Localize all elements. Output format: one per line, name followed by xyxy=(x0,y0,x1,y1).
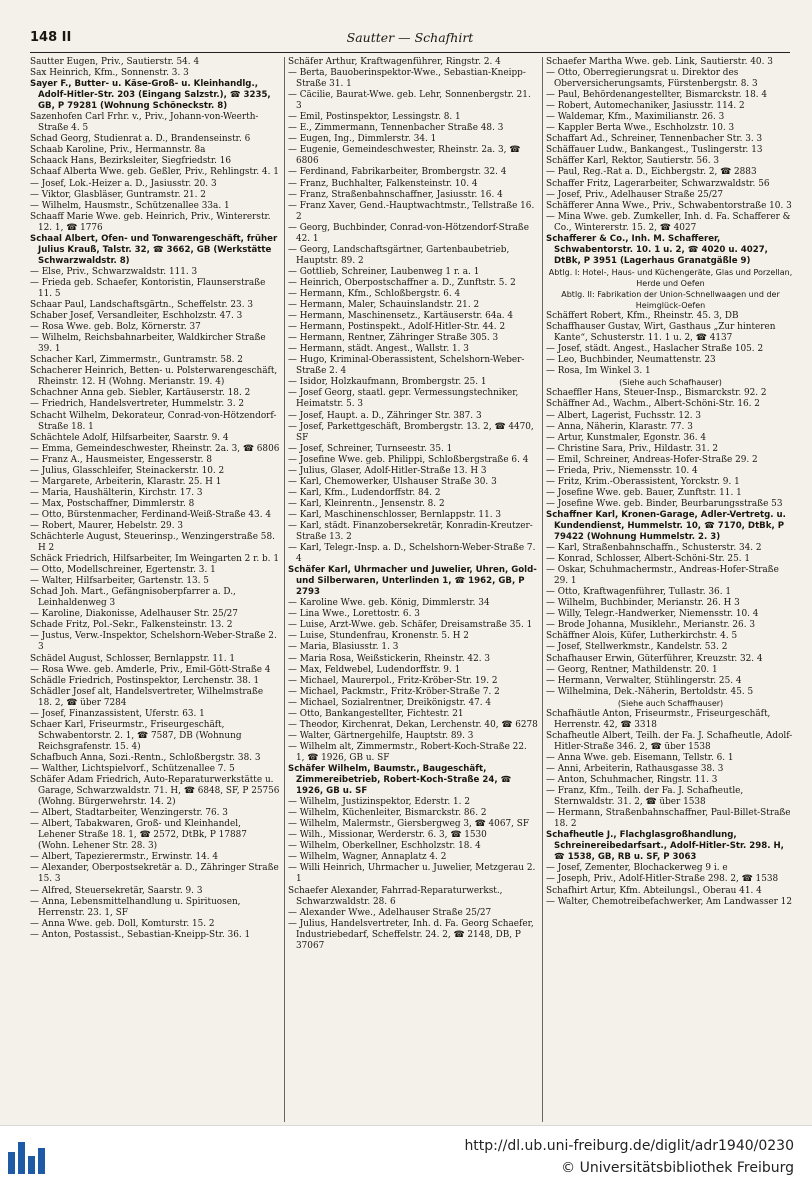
directory-entry: — Eugen, Ing., Dimmlerstr. 34. 1 xyxy=(288,134,437,145)
directory-entry: — Christine Sara, Priv., Hildastr. 31. 2 xyxy=(546,443,719,454)
directory-entry: — Wilhelm, Reichsbahnarbeiter, Waldkircher Straße 39. 1 xyxy=(30,333,266,355)
directory-entry: Schaffer Fritz, Lagerarbeiter, Schwarzwaldstr. 56 xyxy=(546,178,770,189)
directory-entry: — Wilhelm, Malermstr., Giersbergweg 3, ☎ 4067, SF xyxy=(288,819,529,830)
directory-entry: — Karl, Telegr.-Insp. a. D., Schelshorn-Weber-Straße 7. 4 xyxy=(288,543,536,565)
directory-entry: Schafferer & Co., Inh. M. Schafferer, Schwabentorstr. 10. 1 u. 2, ☎ 4020 u. 4027, DtBk, P 3951 (Lagerhaus Granatgäßle 9) xyxy=(546,233,768,266)
directory-entry: Schafhirt Artur, Kfm. Abteilungsl., Oberau 41. 4 xyxy=(546,885,762,896)
directory-entry: — Otto, Oberregierungsrat u. Direktor des Oberversicherungsamts, Fürstenbergstr. 8. 3 xyxy=(546,68,758,90)
directory-entry: — Georg, Landschaftsgärtner, Gartenbaubetrieb, Hauptstr. 89. 2 xyxy=(288,244,510,266)
directory-entry: Schädler Josef alt, Handelsvertreter, Wilhelmstraße 18. 2, ☎ über 7284 xyxy=(30,686,264,708)
directory-entry: — Hermann, Straßenbahnschaffner, Paul-Billet-Straße 18. 2 xyxy=(546,808,791,830)
directory-entry: — Karl, Chemowerker, Ulshauser Straße 30. 3 xyxy=(288,476,497,487)
directory-entry: — Hugo, Kriminal-Oberassistent, Schelshorn-Weber-Straße 2. 4 xyxy=(288,355,525,377)
directory-entry: — Otto, Modellschreiner, Egertenstr. 3. 1 xyxy=(30,565,216,576)
directory-entry: — Anna, Lebensmittelhandlung u. Spirituosen, Herrenstr. 23. 1, SF xyxy=(30,896,241,918)
directory-entry: — Gottlieb, Schreiner, Laubenweg 1 r. a. 1 xyxy=(288,266,480,277)
directory-entry: Schäfer Arthur, Kraftwagenführer, Ringstr. 2. 4 xyxy=(288,57,501,67)
directory-entry: — Eugenie, Gemeindeschwester, Rheinstr. 2a. 3, ☎ 6806 xyxy=(288,145,521,167)
directory-entry: Schade Fritz, Pol.-Sekr., Falkensteinstr. 13. 2 xyxy=(30,620,233,631)
directory-entry: — Michael, Packmstr., Fritz-Kröber-Straße 7. 2 xyxy=(288,686,500,697)
directory-entry: — Maria, Haushälterin, Kirchstr. 17. 3 xyxy=(30,487,203,498)
directory-entry: — Alfred, Steuersekretär, Saarstr. 9. 3 xyxy=(30,885,203,896)
directory-entry: — Cäcilie, Baurat-Wwe. geb. Lehr, Sonnenbergstr. 21. 3 xyxy=(288,90,531,112)
directory-entry: Schaack Hans, Bezirksleiter, Siegfriedstr. 16 xyxy=(30,156,232,167)
directory-entry: Abtlg. I: Hotel-, Haus- und Küchengeräte, Glas und Porzellan, Herde und Oefen xyxy=(548,267,793,288)
directory-entry: — Rosa, Im Winkel 3. 1 xyxy=(546,366,651,377)
column-2 xyxy=(288,57,538,1122)
directory-entry: — Franz Xaver, Gend.-Hauptwachtmstr., Tellstraße 16. 2 xyxy=(288,200,535,222)
directory-entry: — Karoline Wwe. geb. König, Dimmlerstr. 34 xyxy=(288,598,490,609)
directory-entry: Schädle Friedrich, Postinspektor, Lerchenstr. 38. 1 xyxy=(30,675,260,686)
directory-entry: — Anna, Näherin, Klarastr. 77. 3 xyxy=(546,421,693,432)
directory-entry: — Waldemar, Kfm., Maximilianstr. 26. 3 xyxy=(546,112,725,123)
directory-entry: — Max, Postschaffner, Dimmlerstr. 8 xyxy=(30,498,195,509)
university-library-logo-icon xyxy=(8,1134,52,1180)
directory-entry: — Hermann, Postinspekt., Adolf-Hitler-Str. 44. 2 xyxy=(288,322,506,333)
directory-entry: — Wilhelmina, Dek.-Näherin, Bertoldstr. 45. 5 xyxy=(546,686,754,697)
directory-entry: — E., Zimmermann, Tennenbacher Straße 48. 3 xyxy=(288,123,504,134)
directory-entry: — Julius, Glasschleifer, Steinackerstr. 10. 2 xyxy=(30,465,225,476)
directory-entry: — Konrad, Schlosser, Albert-Schöni-Str. 25. 1 xyxy=(546,554,751,565)
directory-entry: — Luise, Arzt-Wwe. geb. Schäfer, Dreisamstraße 35. 1 xyxy=(288,620,533,631)
directory-entry: — Karl, städt. Finanzobersekretär, Konradin-Kreutzer-Straße 13. 2 xyxy=(288,520,533,543)
directory-entry: — Georg, Rentner, Mathildenstr. 20. 1 xyxy=(546,664,718,675)
directory-entry: — Artur, Kunstmaler, Egonstr. 36. 4 xyxy=(546,432,707,443)
directory-entry: — Wilhelm, Wagner, Annaplatz 4. 2 xyxy=(288,852,447,863)
directory-entry: Sautter Eugen, Priv., Sautierstr. 54. 4 xyxy=(30,57,200,67)
directory-entry: — Frieda, Priv., Niemensstr. 10. 4 xyxy=(546,465,698,476)
column-divider xyxy=(542,57,543,1122)
directory-entry: Schachner Anna geb. Siebler, Kartäuserstr. 18. 2 xyxy=(30,388,251,399)
directory-entry: — Robert, Maurer, Hebelstr. 29. 3 xyxy=(30,520,183,531)
directory-entry: (Siehe auch Schaffhauser) xyxy=(617,698,724,708)
directory-entry: — Michael, Maurerpol., Fritz-Kröber-Str. 19. 2 xyxy=(288,675,498,686)
directory-entry: Schacherer Heinrich, Betten- u. Polsterwarengeschäft, Rheinstr. 12. H (Wohng. Merianstr. 19. 4) xyxy=(30,366,278,388)
directory-entry: — Hermann, Maschinensetz., Kartäuserstr. 64a. 4 xyxy=(288,311,514,322)
directory-entry: — Heinrich, Oberpostschaffner a. D., Zunftstr. 5. 2 xyxy=(288,277,516,288)
directory-entry: Sazenhofen Carl Frhr. v., Priv., Johann-von-Weerth-Straße 4. 5 xyxy=(30,112,259,134)
directory-entry: — Wilh., Missionar, Werderstr. 6. 3, ☎ 1530 xyxy=(288,830,487,841)
viewer-footer xyxy=(0,1125,812,1185)
directory-entry: Schäffauer Ludw., Bankangest., Tuslingerstr. 13 xyxy=(546,145,763,156)
directory-entry: — Oskar, Schuhmachermstr., Andreas-Hofer-Straße 29. 1 xyxy=(546,565,779,587)
directory-entry: — Walter, Chemotreibefachwerker, Am Landwasser 12 xyxy=(546,896,792,907)
directory-entry: — Hermann, Verwalter, Stühlingerstr. 25. 4 xyxy=(546,675,742,686)
directory-entry: — Friedrich, Handelsvertreter, Hummelstr. 3. 2 xyxy=(30,399,244,410)
directory-entry: Schafheutle Albert, Teilh. der Fa. J. Schafheutle, Adolf-Hitler-Straße 346. 2, ☎ über 1538 xyxy=(546,730,793,752)
directory-entry: Schäfer Wilhelm, Baumstr., Baugeschäft, Zimmereibetrieb, Robert-Koch-Straße 24, ☎ 1926, GB u. SF xyxy=(288,764,512,797)
directory-entry: Schächterle August, Steuerinsp., Wenzingerstraße 58. H 2 xyxy=(30,532,275,554)
directory-entry: — Josef, Haupt. a. D., Zähringer Str. 387. 3 xyxy=(288,410,482,421)
directory-entry: — Willi Heinrich, Uhrmacher u. Juwelier, Metzgerau 2. 1 xyxy=(288,863,536,885)
directory-entry: Schäfer Karl, Uhrmacher und Juwelier, Uhren, Gold- und Silberwaren, Unterlinden 1, ☎ 1962, GB, P 2793 xyxy=(288,565,537,598)
directory-entry: — Karoline, Diakonisse, Adelhauser Str. 25/27 xyxy=(30,609,238,620)
directory-entry: — Wilhelm, Küchenleiter, Bismarckstr. 86. 2 xyxy=(288,808,487,819)
directory-entry: — Josef, Stellwerkmstr., Kandelstr. 53. 2 xyxy=(546,642,728,653)
directory-entry: Abtlg. II: Fabrikation der Union-Schnellwaagen und der Heimglück-Oefen xyxy=(561,289,780,311)
directory-entry: — Franz, Buchhalter, Falkensteinstr. 10. 4 xyxy=(288,178,478,189)
directory-entry: — Leo, Buchbinder, Neumattenstr. 23 xyxy=(546,355,716,366)
directory-entry: — Otto, Bürstenmacher, Ferdinand-Weiß-Straße 43. 4 xyxy=(30,509,271,520)
directory-entry: — Anna Wwe. geb. Doll, Komturstr. 15. 2 xyxy=(30,918,215,929)
directory-entry: — Maria Rosa, Weißstickerin, Rheinstr. 42. 3 xyxy=(288,653,491,664)
directory-entry: — Kappler Berta Wwe., Eschholzstr. 10. 3 xyxy=(546,123,735,134)
directory-entry: — Julius, Glaser, Adolf-Hitler-Straße 13. H 3 xyxy=(288,465,487,476)
directory-entry: — Franz, Straßenbahnschaffner, Jasiusstr. 16. 4 xyxy=(288,189,503,200)
directory-entry: — Josef Georg, staatl. gepr. Vermessungstechniker, Heimatstr. 5. 3 xyxy=(288,388,519,410)
directory-entry: — Hermann, städt. Angest., Wallstr. 1. 3 xyxy=(288,344,469,355)
directory-entry: — Ferdinand, Fabrikarbeiter, Brombergstr. 32. 4 xyxy=(288,167,507,178)
directory-entry: — Paul, Behördenangestellter, Bismarckstr. 18. 4 xyxy=(546,90,768,101)
directory-entry: Schaaf Alberta Wwe. geb. Geßler, Priv., Rehlingstr. 4. 1 xyxy=(30,167,279,178)
directory-entry: Schaar Paul, Landschaftsgärtn., Scheffelstr. 23. 3 xyxy=(30,300,253,311)
directory-entry: — Otto, Kraftwagenführer, Tullastr. 36. 1 xyxy=(546,587,731,598)
column-1 xyxy=(30,57,280,1122)
directory-entry: — Rosa Wwe. geb. Amderle, Priv., Emil-Gött-Straße 4 xyxy=(30,664,271,675)
directory-entry: Schaal Albert, Ofen- und Tonwarengeschäft, früher Julius Krauß, Talstr. 32, ☎ 3662, GB (Werkstätte Schwarzwaldstr. 8) xyxy=(30,233,278,266)
directory-entry: — Wilhelm, Buchbinder, Merianstr. 26. H 3 xyxy=(546,598,740,609)
directory-entry: Schädel August, Schlosser, Bernlappstr. 11. 1 xyxy=(30,653,235,664)
directory-entry: — Josefine Wwe. geb. Binder, Beurbarungsstraße 53 xyxy=(546,498,783,509)
copyright-notice: © Universitätsbibliothek Freiburg xyxy=(561,1160,794,1176)
directory-entry: — Wilhelm alt, Zimmermstr., Robert-Koch-Straße 22. 1, ☎ 1926, GB u. SF xyxy=(288,741,527,763)
directory-entry: Schaefer Alexander, Fahrrad-Reparaturwerkst., Schwarzwaldstr. 28. 6 xyxy=(288,885,503,907)
directory-entry: Schaaff Marie Wwe. geb. Heinrich, Priv., Wintererstr. 12. 1, ☎ 1776 xyxy=(30,211,271,233)
directory-entry: Schad Joh. Mart., Gefängnisoberpfarrer a. D., Leinhaldenweg 3 xyxy=(30,587,236,609)
directory-entry: (Siehe auch Schafhauser) xyxy=(619,378,722,388)
column-divider xyxy=(284,57,285,1122)
directory-entry: — Karl, Straßenbahnschaffn., Schusterstr. 34. 2 xyxy=(546,543,762,554)
directory-entry: — Hermann, Rentner, Zähringer Straße 305. 3 xyxy=(288,333,499,344)
directory-entry: — Mina Wwe. geb. Zumkeller, Inh. d. Fa. Schafferer & Co., Wintererstr. 15. 2, ☎ 4027 xyxy=(546,211,791,233)
directory-entry: — Hermann, Maler, Schauinslandstr. 21. 2 xyxy=(288,300,480,311)
directory-entry: Schafhäutle Anton, Friseurmstr., Friseurgeschäft, Herrenstr. 42, ☎ 3318 xyxy=(546,708,771,730)
directory-entry: — Paul, Reg.-Rat a. D., Eichbergstr. 2, ☎ 2883 xyxy=(546,167,757,178)
directory-entry: — Anna Wwe. geb. Eisemann, Tellstr. 6. 1 xyxy=(546,752,734,763)
directory-entry: — Rosa Wwe. geb. Bolz, Körnerstr. 37 xyxy=(30,322,201,333)
directory-entry: — Alexander Wwe., Adelhauser Straße 25/27 xyxy=(288,907,492,918)
directory-entry: — Albert, Lagerist, Fuchsstr. 12. 3 xyxy=(546,410,702,421)
directory-entry: — Walther, Lichtspielvorf., Schützenallee 7. 5 xyxy=(30,764,235,774)
directory-entry: — Josefine Wwe. geb. Philippi, Schloßbergstraße 6. 4 xyxy=(288,454,529,465)
directory-entry: — Justus, Verw.-Inspektor, Schelshorn-Weber-Straße 2. 3 xyxy=(30,631,277,653)
directory-entry: Schäck Friedrich, Hilfsarbeiter, Im Weingarten 2 r. b. 1 xyxy=(30,554,279,565)
directory-entry: — Luise, Stundenfrau, Kronenstr. 5. H 2 xyxy=(288,631,469,642)
directory-entry: — Karl, Kfm., Ludendorffstr. 84. 2 xyxy=(288,487,441,498)
directory-entry: — Anton, Schuhmacher, Ringstr. 11. 3 xyxy=(546,775,718,786)
directory-entry: — Josef, Lok.-Heizer a. D., Jasiusstr. 20. 3 xyxy=(30,178,217,189)
directory-entry: Schacher Karl, Zimmermstr., Guntramstr. 58. 2 xyxy=(30,355,243,366)
directory-entry: — Joseph, Priv., Adolf-Hitler-Straße 298. 2, ☎ 1538 xyxy=(546,874,779,885)
directory-entry: — Max, Feldwebel, Ludendorffstr. 9. 1 xyxy=(288,664,461,675)
directory-entry: Schäffner Alois, Küfer, Lutherkirchstr. 4. 5 xyxy=(546,631,738,642)
directory-entry: — Franz, Kfm., Teilh. der Fa. J. Schafheutle, Sternwaldstr. 31. 2, ☎ über 1538 xyxy=(546,786,744,808)
directory-entry: — Margarete, Arbeiterin, Klarastr. 25. H 1 xyxy=(30,476,222,487)
directory-entry: — Josefine Wwe. geb. Bauer, Zunftstr. 11. 1 xyxy=(546,487,742,498)
directory-entry: Schaefer Martha Wwe. geb. Link, Sautierstr. 40. 3 xyxy=(546,57,773,67)
directory-entry: Schafbuch Anna, Sozi.-Rentn., Schloßbergstr. 38. 3 xyxy=(30,752,261,763)
directory-entry: — Alexander, Oberpostsekretär a. D., Zähringer Straße 15. 3 xyxy=(30,863,279,885)
directory-entry: — Fritz, Krim.-Oberassistent, Yorckstr. 9. 1 xyxy=(546,476,740,487)
directory-entry: — Albert, Tapezierermstr., Erwinstr. 14. 4 xyxy=(30,852,219,863)
directory-entry: — Karl, Kleinrentn., Jensenstr. 8. 2 xyxy=(288,498,445,509)
directory-entry: — Emma, Gemeindeschwester, Rheinstr. 2a. 3, ☎ 6806 xyxy=(30,443,280,454)
directory-entry: — Viktor, Glasbläser, Guntramstr. 21. 2 xyxy=(30,189,206,200)
directory-entry: Schacht Wilhelm, Dekorateur, Conrad-von-Hötzendorf-Straße 18. 1 xyxy=(30,410,277,432)
directory-entry: — Karl, Maschinenschlosser, Bernlappstr. 11. 3 xyxy=(288,509,502,520)
directory-entry: Schäfferer Anna Wwe., Priv., Schwabentorstraße 10. 3 xyxy=(546,200,792,211)
directory-entry: Schafheutle J., Flachglasgroßhandlung, Schreinereibedarfsart., Adolf-Hitler-Str. 298. H, ☎ 1538, GB, RB u. SF, P 3063 xyxy=(546,830,784,863)
directory-entry: — Franz A., Hausmeister, Engesserstr. 8 xyxy=(30,454,212,465)
directory-entry: — Josef, Priv., Adelhauser Straße 25/27 xyxy=(546,189,724,200)
directory-entry: — Emil, Schreiner, Andreas-Hofer-Straße 29. 2 xyxy=(546,454,758,465)
directory-entry: Schaer Karl, Friseurmstr., Friseurgeschäft, Schwabentorstr. 2. 1, ☎ 7587, DB (Wohnung Reichsgrafenstr. 15. 4) xyxy=(30,719,242,752)
directory-entry: Sayer F., Butter- u. Käse-Groß- u. Kleinhandlg., Adolf-Hitler-Str. 203 (Eingang Salzstr.), ☎ 3235, GB, P 79281 (Wohnung Schöneckstr. 8) xyxy=(30,79,271,112)
directory-entry: — Albert, Stadtarbeiter, Wenzingerstr. 76. 3 xyxy=(30,808,228,819)
header-rule xyxy=(30,52,790,53)
directory-entry: — Lina Wwe., Lorettostr. 6. 3 xyxy=(288,609,420,620)
directory-entry: — Michael, Sozialrentner, Dreikönigstr. 47. 4 xyxy=(288,697,492,708)
directory-entry: — Josef, Finanzassistent, Uferstr. 63. 1 xyxy=(30,708,205,719)
permalink-link[interactable]: http://dl.ub.uni-freiburg.de/diglit/adr1940/0230 xyxy=(464,1138,794,1154)
directory-entry: Sax Heinrich, Kfm., Sonnenstr. 3. 3 xyxy=(30,68,189,79)
directory-entry: Schaber Josef, Versandleiter, Eschholzstr. 47. 3 xyxy=(30,311,243,322)
directory-entry: — Wilhelm, Justizinspektor, Ederstr. 1. 2 xyxy=(288,797,470,808)
directory-entry: Schaab Karoline, Priv., Hermannstr. 8a xyxy=(30,145,206,156)
directory-entry: — Maria, Blasiusstr. 1. 3 xyxy=(288,642,399,653)
directory-entry: Schäffer Karl, Rektor, Sautierstr. 56. 3 xyxy=(546,156,720,167)
directory-entry: — Brode Johanna, Musiklehr., Merianstr. 26. 3 xyxy=(546,620,755,631)
directory-entry: — Walter, Gärtnergehilfe, Hauptstr. 89. 3 xyxy=(288,730,474,741)
directory-entry: — Hermann, Kfm., Schloßbergstr. 6. 4 xyxy=(288,288,461,299)
directory-entry: — Theodor, Kirchenrat, Dekan, Lerchenstr. 40, ☎ 6278 xyxy=(288,719,538,730)
directory-entry: Schäffert Robert, Kfm., Rheinstr. 45. 3, DB xyxy=(546,311,739,322)
directory-entry: — Walter, Hilfsarbeiter, Gartenstr. 13. 5 xyxy=(30,576,209,587)
directory-entry: — Otto, Bankangestellter, Fichtestr. 21 xyxy=(288,708,464,719)
directory-entry: Schaffart Ad., Schreiner, Tennenbacher Str. 3. 3 xyxy=(546,134,763,145)
directory-entry: — Robert, Automechaniker, Jasiusstr. 114. 2 xyxy=(546,101,745,112)
directory-entry: — Georg, Buchbinder, Conrad-von-Hötzendorf-Straße 42. 1 xyxy=(288,222,529,244)
directory-entry: Schaffner Karl, Kronen-Garage, Adler-Vertretg. u. Kundendienst, Hummelstr. 10, ☎ 7170, DtBk, P 79422 (Wohnung Hummelstr. 2. 3) xyxy=(546,509,786,543)
directory-columns xyxy=(30,57,795,1122)
directory-entry: Schad Georg, Studienrat a. D., Brandenseinstr. 6 xyxy=(30,134,251,145)
directory-entry: Schafhauser Erwin, Güterführer, Kreuzstr. 32. 4 xyxy=(546,653,763,664)
page-number: 148 II xyxy=(30,30,72,45)
directory-entry: — Wilhelm, Hausmstr., Schützenallee 33a. 1 xyxy=(30,200,230,211)
directory-entry: — Frieda geb. Schaefer, Kontoristin, Flaunserstraße 11. 5 xyxy=(30,277,266,299)
page-title: Sautter — Schafhirt xyxy=(346,30,474,45)
directory-entry: Schächtele Adolf, Hilfsarbeiter, Saarstr. 9. 4 xyxy=(30,432,229,443)
directory-entry: — Emil, Postinspektor, Lessingstr. 8. 1 xyxy=(288,112,461,123)
directory-entry: — Else, Priv., Schwarzwaldstr. 111. 3 xyxy=(30,266,198,277)
directory-entry: — Isidor, Holzkaufmann, Brombergstr. 25. 1 xyxy=(288,377,487,388)
directory-entry: — Albert, Tabakwaren, Groß- und Kleinhandel, Lehener Straße 18. 1, ☎ 2572, DtBk, P 17887 (Wohn. Lehener Str. 28. 3) xyxy=(30,819,247,852)
directory-entry: — Anton, Postassist., Sebastian-Kneipp-Str. 36. 1 xyxy=(30,929,251,940)
directory-entry: Schäfer Adam Friedrich, Auto-Reparaturwerkstätte u. Garage, Schwarzwaldstr. 71. H, ☎ 6848, SF, P 25756 (Wohng. Bürgerwehrstr. 14. 2) xyxy=(30,775,280,808)
directory-entry: — Josef, Parkettgeschäft, Brombergstr. 13. 2, ☎ 4470, SF xyxy=(288,421,534,443)
directory-entry: Schäffner Ad., Wachm., Albert-Schöni-Str. 16. 2 xyxy=(546,399,760,410)
directory-entry: — Anni, Arbeiterin, Rathausgasse 38. 3 xyxy=(546,764,724,774)
directory-entry: — Wilhelm, Oberkellner, Eschholzstr. 18. 4 xyxy=(288,841,481,852)
directory-entry: — Berta, Bauoberinspektor-Wwe., Sebastian-Kneipp-Straße 31. 1 xyxy=(288,68,526,90)
page-header xyxy=(30,30,790,50)
directory-entry: — Josef, Zementer, Blochackerweg 9 i. e xyxy=(546,863,728,874)
directory-entry: Schaffhauser Gustav, Wirt, Gasthaus „Zur hinteren Kante“, Schusterstr. 11. 1 u. 2, ☎ 4137 xyxy=(546,322,776,344)
directory-entry: Schaeffler Hans, Steuer-Insp., Bismarckstr. 92. 2 xyxy=(546,388,767,399)
directory-entry: — Willy, Telegr.-Handwerker, Niemensstr. 10. 4 xyxy=(546,609,759,620)
directory-entry: — Josef, städt. Angest., Haslacher Straße 105. 2 xyxy=(546,344,764,355)
column-3 xyxy=(546,57,795,1122)
directory-entry: — Julius, Handelsvertreter, Inh. d. Fa. Georg Schaefer, Industriebedarf, Scheffelstr. 24. 2, ☎ 2148, DB, P 37067 xyxy=(288,918,534,951)
directory-entry: — Josef, Schreiner, Turnseestr. 35. 1 xyxy=(288,443,453,454)
